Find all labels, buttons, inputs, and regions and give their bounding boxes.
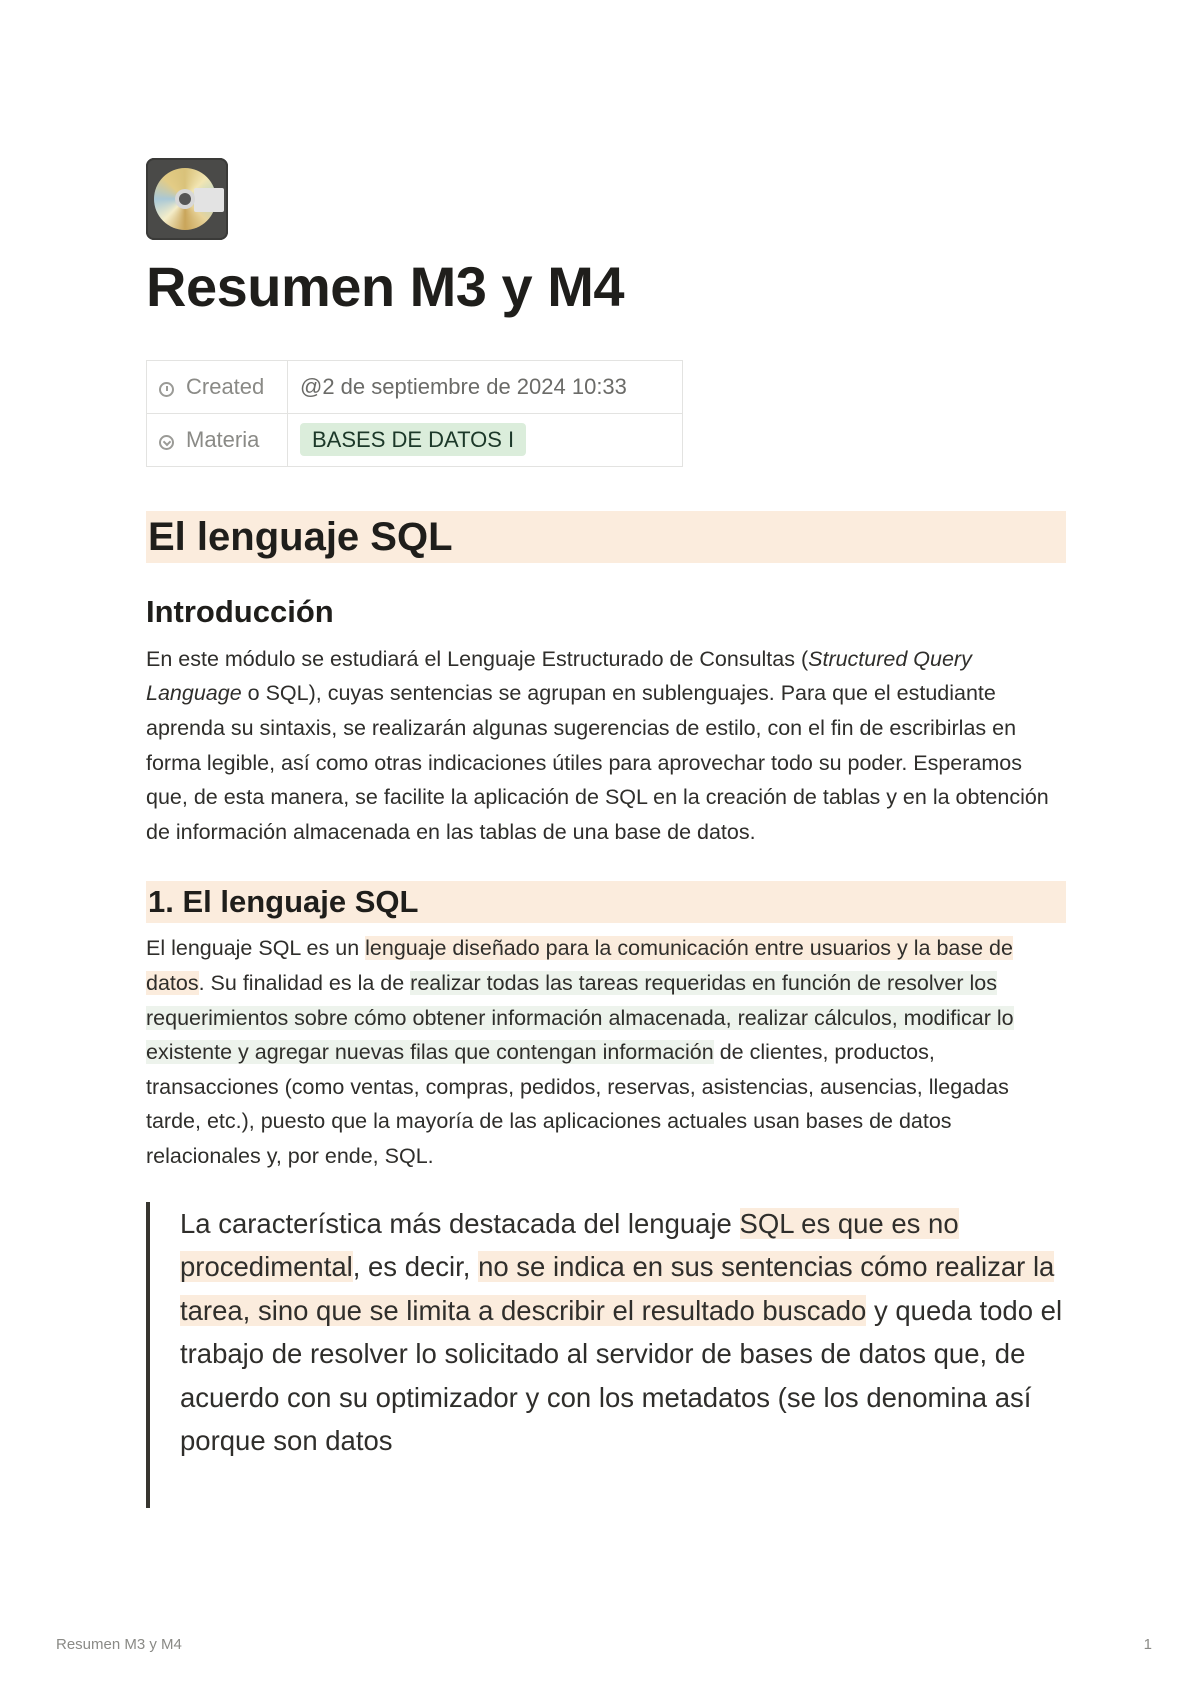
text-run: y queda todo el trabajo de resolver lo solicitado al servidor de bases de datos que, de acuerdo con su optimizador y con los metadatos (se los denomina así porque son datos [180,1294,1063,1456]
footer-title: Resumen M3 y M4 [56,1636,182,1653]
property-key-created[interactable] [147,360,288,413]
section-heading: El lenguaje SQL [146,511,1066,563]
select-icon [159,435,174,450]
highlight-orange: no se indica en sus sentencias cómo realizar la tarea, sino que se limita a describir el resultado buscado [180,1251,1055,1326]
text-run: o SQL), cuyas sentencias se agrupan en sublenguajes. Para que el estudiante aprenda su sintaxis, se realizarán algunas sugerencias de estilo, con el fin de escribirlas en forma legible, así como otras indicaciones útiles para aprovechar todo su poder. Esperamos que, de esta manera, se facilite la aplicación de SQL en la creación de tablas y en la obtención de información almacenada en las tablas de una base de datos. [146,681,1049,844]
properties-table [146,360,683,467]
disc-hole [179,193,191,205]
property-label: Created [186,373,265,399]
text-run: , es decir, [352,1251,479,1282]
text-run: El lenguaje SQL es un [146,936,366,961]
page-title: Resumen M3 y M4 [146,255,624,318]
highlight-green: realizar todas las tareas requeridas en función de resolver los requerimientos sobre cómo obtener información almacenada, realizar cálculos, modificar lo existente y agregar nuevas filas que contengan información [146,970,1014,1065]
property-label: Materia [186,426,260,452]
property-created [147,360,683,413]
intro-paragraph [146,642,1066,850]
page-footer [56,1636,1152,1653]
disc-sleeve [194,188,224,212]
document-page [146,158,1066,1508]
text-run: de clientes, productos, transacciones (como ventas, compras, pedidos, reservas, asistencias, ausencias, llegadas tarde, etc.), puesto que la mayoría de las aplicaciones actuales usan bases de datos relacionales y, por ende, SQL. [146,1040,1009,1168]
highlight-orange: lenguaje diseñado para la comunicación entre usuarios y la base de datos [146,936,1013,995]
property-key-materia[interactable] [147,413,288,466]
intro-heading: Introducción [146,593,334,629]
sql-paragraph [146,931,1066,1173]
disc-icon[interactable] [146,158,228,240]
property-value-created[interactable]: @2 de septiembre de 2024 10:33 [288,360,683,413]
quote-block [146,1202,1066,1508]
text-run: En este módulo se estudiará el Lenguaje Estructurado de Consultas ( [146,646,809,671]
clock-icon [159,382,174,397]
highlight-orange: SQL es que es no procedimental [180,1207,959,1282]
text-run: La característica más destacada del lenguaje [180,1207,740,1239]
page-number: 1 [1143,1636,1152,1653]
materia-tag[interactable]: BASES DE DATOS I [300,423,526,456]
italic-text: Structured Query Language [146,646,972,706]
subsection-heading: 1. El lenguaje SQL [146,881,1066,923]
property-value-materia[interactable] [288,413,683,466]
property-materia [147,413,683,466]
text-run: . Su finalidad es la de [198,970,411,995]
